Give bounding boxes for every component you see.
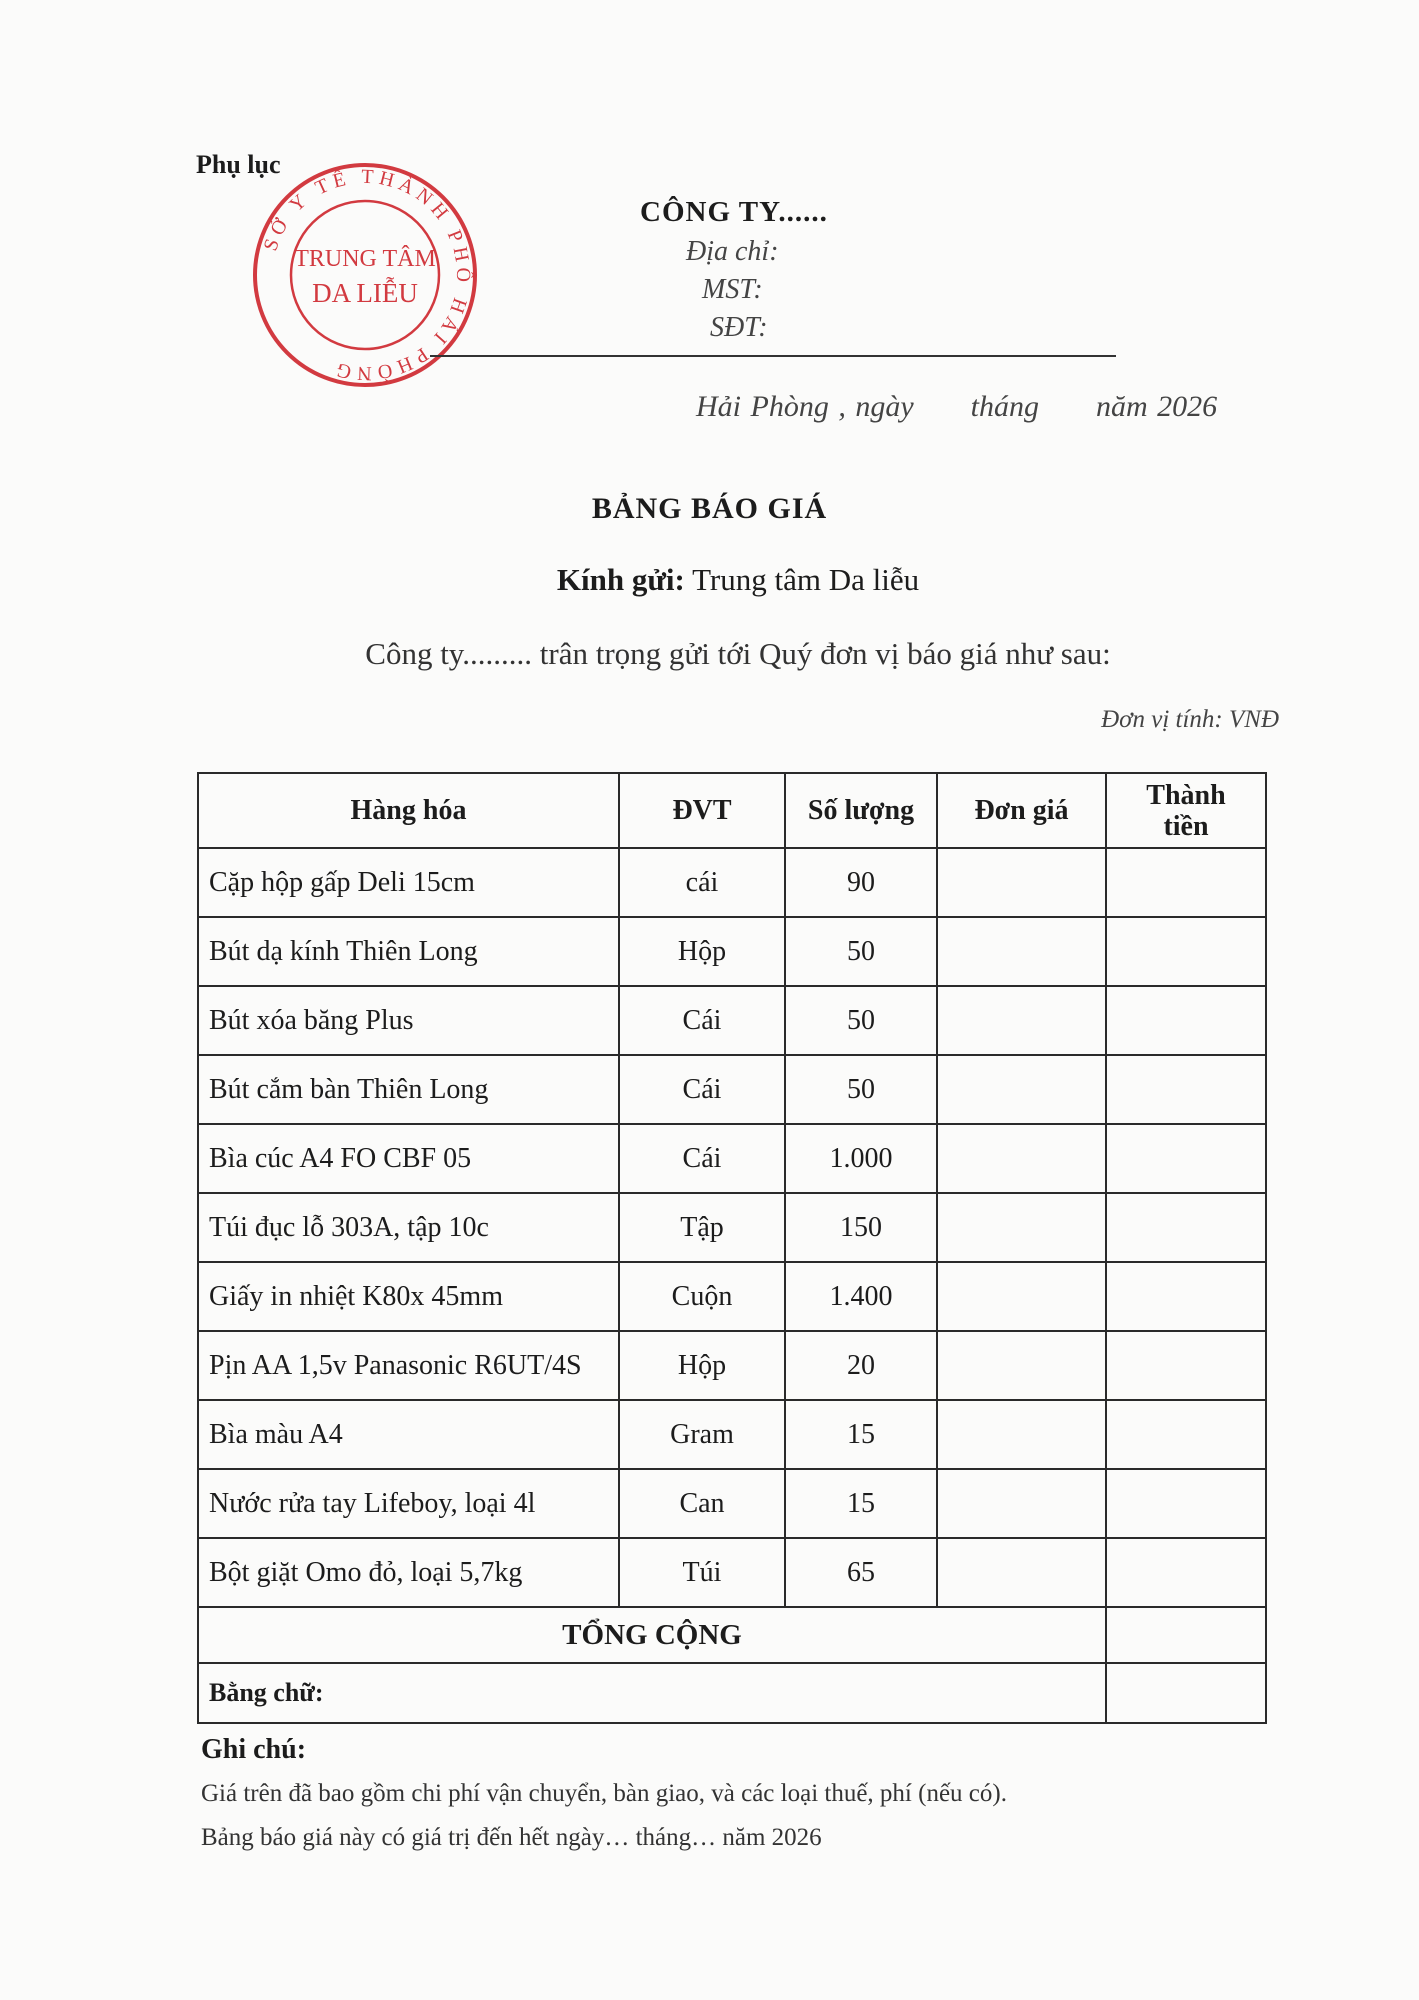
item-unit-price (937, 1193, 1106, 1262)
total-label: TỔNG CỘNG (198, 1607, 1106, 1663)
table-row (198, 1469, 1266, 1538)
stamp-line-2: DA LIỄU (312, 278, 418, 308)
table-row (198, 1262, 1266, 1331)
amount-in-words-row (198, 1663, 1266, 1723)
table-row (198, 1124, 1266, 1193)
recipient-label: Kính gửi: (556, 562, 685, 597)
table-row (198, 1055, 1266, 1124)
date-line: Hải Phòng , ngày tháng năm 2026 (696, 390, 1218, 423)
note-line-2: Bảng báo giá này có giá trị đến hết ngày… tháng… năm 2026 (201, 1824, 822, 1851)
item-unit: Cái (619, 1055, 785, 1124)
item-name: Bìa cúc A4 FO CBF 05 (198, 1124, 619, 1193)
item-amount (1106, 1538, 1266, 1607)
item-unit: cái (619, 848, 785, 917)
item-amount (1106, 848, 1266, 917)
item-unit-price (937, 1538, 1106, 1607)
header-unit: ĐVT (619, 773, 785, 848)
notes-title: Ghi chú: (201, 1734, 307, 1765)
item-name: Bút dạ kính Thiên Long (198, 917, 619, 986)
header-quantity: Số lượng (785, 773, 937, 848)
item-name: Bột giặt Omo đỏ, loại 5,7kg (198, 1538, 619, 1607)
table-row (198, 1538, 1266, 1607)
item-amount (1106, 1331, 1266, 1400)
recipient (0, 562, 1419, 598)
item-unit-price (937, 986, 1106, 1055)
stamp-outer-text: SỞ Y TẾ THÀNH PHỐ HẢI PHÒNG (259, 165, 475, 385)
item-unit: Can (619, 1469, 785, 1538)
item-amount (1106, 1469, 1266, 1538)
item-quantity: 50 (785, 986, 937, 1055)
appendix-label: Phụ lục (196, 150, 281, 179)
item-amount (1106, 1400, 1266, 1469)
item-name: Bút xóa băng Plus (198, 986, 619, 1055)
item-quantity: 150 (785, 1193, 937, 1262)
item-amount (1106, 917, 1266, 986)
intro-text: Công ty......... trân trọng gửi tới Quý đơn vị báo giá như sau: (365, 636, 1111, 671)
recipient-value: Trung tâm Da liễu (692, 562, 920, 597)
item-unit: Túi (619, 1538, 785, 1607)
item-quantity: 65 (785, 1538, 937, 1607)
company-tax-label: MST: (702, 274, 763, 305)
table-row (198, 1400, 1266, 1469)
header-item: Hàng hóa (198, 773, 619, 848)
header-amount (1106, 773, 1266, 848)
item-unit-price (937, 1400, 1106, 1469)
total-row (198, 1607, 1266, 1663)
item-quantity: 15 (785, 1400, 937, 1469)
item-amount (1106, 1193, 1266, 1262)
table-row (198, 1193, 1266, 1262)
item-name: Túi đục lỗ 303A, tập 10c (198, 1193, 619, 1262)
item-quantity: 15 (785, 1469, 937, 1538)
company-phone-label: SĐT: (710, 312, 768, 343)
item-unit: Cuộn (619, 1262, 785, 1331)
item-quantity: 1.000 (785, 1124, 937, 1193)
amount-in-words-label: Bằng chữ: (198, 1663, 1106, 1723)
item-name: Bút cắm bàn Thiên Long (198, 1055, 619, 1124)
item-amount (1106, 1055, 1266, 1124)
item-quantity: 90 (785, 848, 937, 917)
item-unit-price (937, 1124, 1106, 1193)
table-row (198, 917, 1266, 986)
table-row (198, 1331, 1266, 1400)
item-name: Cặp hộp gấp Deli 15cm (198, 848, 619, 917)
header-unit-price: Đơn giá (937, 773, 1106, 848)
header-divider (430, 355, 1116, 357)
item-amount (1106, 986, 1266, 1055)
item-quantity: 50 (785, 917, 937, 986)
document-title: BẢNG BÁO GIÁ (591, 492, 828, 525)
item-unit-price (937, 1331, 1106, 1400)
stamp-line-1: TRUNG TÂM (294, 246, 436, 272)
item-unit-price (937, 1469, 1106, 1538)
item-amount (1106, 1262, 1266, 1331)
table-header-row (198, 773, 1266, 848)
company-block (600, 196, 1060, 347)
item-name: Bìa màu A4 (198, 1400, 619, 1469)
item-unit: Gram (619, 1400, 785, 1469)
currency-unit-note: Đơn vị tính: VNĐ (1101, 706, 1279, 733)
table-row (198, 986, 1266, 1055)
item-unit: Hộp (619, 1331, 785, 1400)
item-name: Giấy in nhiệt K80x 45mm (198, 1262, 619, 1331)
amount-in-words-value (1106, 1663, 1266, 1723)
item-unit-price (937, 917, 1106, 986)
item-name: Pịn AA 1,5v Panasonic R6UT/4S (198, 1331, 619, 1400)
item-unit: Tập (619, 1193, 785, 1262)
company-address-label: Địa chỉ: (686, 236, 779, 267)
header-amount-line1: Thành (1146, 779, 1226, 811)
item-quantity: 1.400 (785, 1262, 937, 1331)
note-line-1: Giá trên đã bao gồm chi phí vận chuyển, bàn giao, và các loại thuế, phí (nếu có). (201, 1780, 1007, 1807)
item-unit: Cái (619, 986, 785, 1055)
company-name: CÔNG TY...... (640, 196, 828, 228)
item-quantity: 20 (785, 1331, 937, 1400)
item-unit-price (937, 1262, 1106, 1331)
table-row (198, 848, 1266, 917)
quote-table (197, 772, 1267, 1724)
total-amount (1106, 1607, 1266, 1663)
item-unit: Cái (619, 1124, 785, 1193)
header-amount-line2: tiền (1163, 810, 1209, 842)
item-name: Nước rửa tay Lifeboy, loại 4l (198, 1469, 619, 1538)
item-unit-price (937, 848, 1106, 917)
item-amount (1106, 1124, 1266, 1193)
item-unit-price (937, 1055, 1106, 1124)
item-quantity: 50 (785, 1055, 937, 1124)
item-unit: Hộp (619, 917, 785, 986)
